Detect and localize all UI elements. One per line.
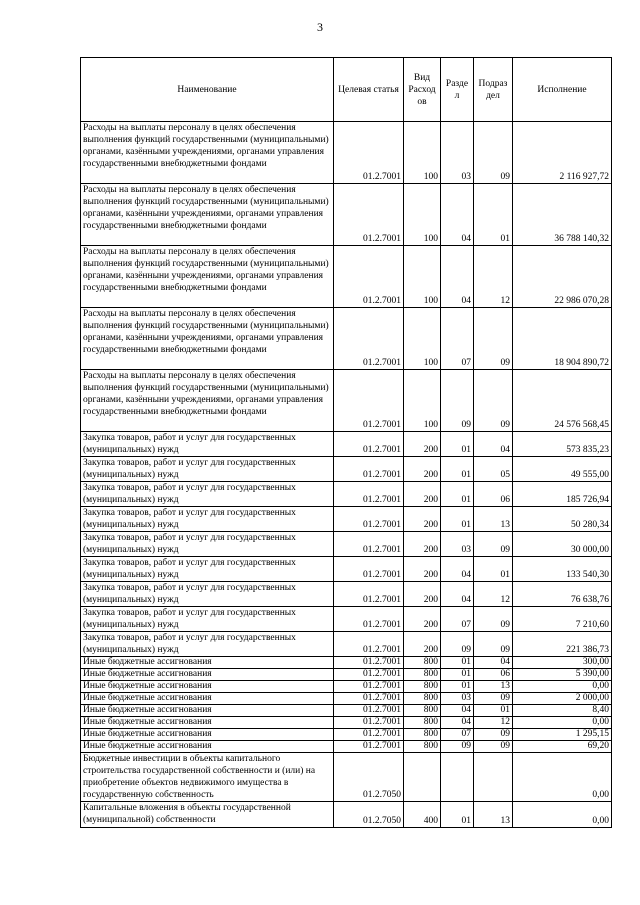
row-target-article: 01.2.7001 bbox=[334, 532, 404, 557]
row-subsection: 09 bbox=[474, 741, 513, 753]
table-row bbox=[81, 557, 612, 582]
row-expense-kind: 200 bbox=[404, 432, 441, 457]
row-name: Иные бюджетные ассигнования bbox=[81, 741, 334, 753]
row-expense-kind: 800 bbox=[404, 657, 441, 669]
row-amount: 133 540,30 bbox=[513, 557, 612, 582]
row-amount: 300,00 bbox=[513, 657, 612, 669]
row-section: 03 bbox=[441, 122, 474, 184]
row-name: Иные бюджетные ассигнования bbox=[81, 729, 334, 741]
row-target-article: 01.2.7001 bbox=[334, 246, 404, 308]
row-name: Иные бюджетные ассигнования bbox=[81, 681, 334, 693]
row-section: 01 bbox=[441, 507, 474, 532]
row-subsection: 09 bbox=[474, 370, 513, 432]
row-amount: 7 210,60 bbox=[513, 607, 612, 632]
table-body bbox=[81, 122, 612, 828]
row-target-article: 01.2.7001 bbox=[334, 582, 404, 607]
row-subsection: 01 bbox=[474, 557, 513, 582]
row-expense-kind: 200 bbox=[404, 632, 441, 657]
row-subsection: 05 bbox=[474, 457, 513, 482]
budget-execution-table bbox=[80, 57, 612, 828]
table-header-row bbox=[81, 58, 612, 122]
row-name: Закупка товаров, работ и услуг для государственных (муниципальных) нужд bbox=[81, 507, 334, 532]
row-subsection bbox=[474, 753, 513, 802]
row-name: Закупка товаров, работ и услуг для государственных (муниципальных) нужд bbox=[81, 432, 334, 457]
row-section: 03 bbox=[441, 693, 474, 705]
header-expense-kind: Вид Расход ов bbox=[404, 58, 441, 122]
row-section: 04 bbox=[441, 557, 474, 582]
table-row bbox=[81, 582, 612, 607]
row-target-article: 01.2.7001 bbox=[334, 482, 404, 507]
table-row bbox=[81, 693, 612, 705]
row-target-article: 01.2.7001 bbox=[334, 693, 404, 705]
row-section: 01 bbox=[441, 681, 474, 693]
row-section: 04 bbox=[441, 582, 474, 607]
row-expense-kind: 400 bbox=[404, 802, 441, 828]
header-section: Разде л bbox=[441, 58, 474, 122]
row-amount: 0,00 bbox=[513, 717, 612, 729]
row-expense-kind: 100 bbox=[404, 246, 441, 308]
row-name: Расходы на выплаты персоналу в целях обеспечения выполнения функций государственными (муниципальными) органами, казённыни учреждениями, органами управления государственными внебюджетными фондами bbox=[81, 246, 334, 308]
row-amount: 2 116 927,72 bbox=[513, 122, 612, 184]
row-name: Расходы на выплаты персоналу в целях обеспечения выполнения функций государственными (муниципальными) органами, казённыни учреждениями, органами управления государственными внебюджетными фондами bbox=[81, 370, 334, 432]
row-name: Иные бюджетные ассигнования bbox=[81, 693, 334, 705]
row-name: Иные бюджетные ассигнования bbox=[81, 669, 334, 681]
row-target-article: 01.2.7001 bbox=[334, 457, 404, 482]
row-name: Капитальные вложения в объекты государственной (муниципальной) собственности bbox=[81, 802, 334, 828]
row-section: 01 bbox=[441, 482, 474, 507]
row-amount: 0,00 bbox=[513, 802, 612, 828]
row-amount: 8,40 bbox=[513, 705, 612, 717]
row-section: 07 bbox=[441, 308, 474, 370]
row-name: Закупка товаров, работ и услуг для государственных (муниципальных) нужд bbox=[81, 632, 334, 657]
row-expense-kind bbox=[404, 753, 441, 802]
row-section: 01 bbox=[441, 432, 474, 457]
row-subsection: 09 bbox=[474, 693, 513, 705]
row-expense-kind: 200 bbox=[404, 582, 441, 607]
row-name: Расходы на выплаты персоналу в целях обеспечения выполнения функций государственными (муниципальными) органами, казённыни учреждениями, органами управления государственными внебюджетными фондами bbox=[81, 184, 334, 246]
row-subsection: 09 bbox=[474, 532, 513, 557]
row-target-article: 01.2.7001 bbox=[334, 432, 404, 457]
row-target-article: 01.2.7001 bbox=[334, 122, 404, 184]
row-section: 01 bbox=[441, 669, 474, 681]
row-section: 04 bbox=[441, 717, 474, 729]
row-name: Расходы на выплаты персоналу в целях обеспечения выполнения функций государственными (муниципальными) органами, казёнными учреждениями, органами управления государственными внебюджетными фондами bbox=[81, 122, 334, 184]
row-name: Иные бюджетные ассигнования bbox=[81, 657, 334, 669]
row-subsection: 09 bbox=[474, 607, 513, 632]
row-name: Закупка товаров, работ и услуг для государственных (муниципальных) нужд bbox=[81, 532, 334, 557]
row-target-article: 01.2.7050 bbox=[334, 753, 404, 802]
table-row bbox=[81, 802, 612, 828]
row-subsection: 06 bbox=[474, 482, 513, 507]
row-amount: 50 280,34 bbox=[513, 507, 612, 532]
row-target-article: 01.2.7001 bbox=[334, 632, 404, 657]
row-subsection: 04 bbox=[474, 657, 513, 669]
table-row bbox=[81, 729, 612, 741]
row-expense-kind: 800 bbox=[404, 705, 441, 717]
row-section: 01 bbox=[441, 657, 474, 669]
row-expense-kind: 100 bbox=[404, 184, 441, 246]
row-name: Иные бюджетные ассигнования bbox=[81, 717, 334, 729]
row-name: Иные бюджетные ассигнования bbox=[81, 705, 334, 717]
row-expense-kind: 800 bbox=[404, 669, 441, 681]
row-subsection: 12 bbox=[474, 717, 513, 729]
row-amount: 49 555,00 bbox=[513, 457, 612, 482]
row-amount: 1 295,15 bbox=[513, 729, 612, 741]
row-target-article: 01.2.7001 bbox=[334, 669, 404, 681]
row-subsection: 12 bbox=[474, 246, 513, 308]
row-subsection: 13 bbox=[474, 681, 513, 693]
row-expense-kind: 800 bbox=[404, 681, 441, 693]
row-subsection: 12 bbox=[474, 582, 513, 607]
page-number: 3 bbox=[317, 20, 323, 34]
row-subsection: 13 bbox=[474, 507, 513, 532]
row-amount: 69,20 bbox=[513, 741, 612, 753]
row-section: 04 bbox=[441, 184, 474, 246]
table-row bbox=[81, 681, 612, 693]
row-subsection: 09 bbox=[474, 729, 513, 741]
row-name: Бюджетные инвестиции в объекты капитального строительства государственной собственности и (или) на приобретение объектов недвижимого имущества в государственную собственность bbox=[81, 753, 334, 802]
row-amount: 573 835,23 bbox=[513, 432, 612, 457]
header-name: Наименование bbox=[81, 58, 334, 122]
row-subsection: 01 bbox=[474, 184, 513, 246]
row-subsection: 13 bbox=[474, 802, 513, 828]
table-row bbox=[81, 607, 612, 632]
row-section: 07 bbox=[441, 607, 474, 632]
table-row bbox=[81, 432, 612, 457]
row-amount: 22 986 070,28 bbox=[513, 246, 612, 308]
table-row bbox=[81, 122, 612, 184]
row-section: 03 bbox=[441, 532, 474, 557]
row-target-article: 01.2.7001 bbox=[334, 729, 404, 741]
row-section: 07 bbox=[441, 729, 474, 741]
row-amount: 0,00 bbox=[513, 681, 612, 693]
table-row bbox=[81, 741, 612, 753]
table-row bbox=[81, 308, 612, 370]
row-expense-kind: 800 bbox=[404, 717, 441, 729]
table-row bbox=[81, 632, 612, 657]
row-target-article: 01.2.7001 bbox=[334, 741, 404, 753]
table-row bbox=[81, 370, 612, 432]
row-subsection: 09 bbox=[474, 632, 513, 657]
row-section: 04 bbox=[441, 246, 474, 308]
table-row bbox=[81, 669, 612, 681]
table-row bbox=[81, 532, 612, 557]
table-row bbox=[81, 457, 612, 482]
row-amount: 24 576 568,45 bbox=[513, 370, 612, 432]
row-section: 04 bbox=[441, 705, 474, 717]
row-expense-kind: 800 bbox=[404, 693, 441, 705]
row-expense-kind: 200 bbox=[404, 507, 441, 532]
row-target-article: 01.2.7001 bbox=[334, 308, 404, 370]
header-subsection: Подраз дел bbox=[474, 58, 513, 122]
header-target-article: Целевая статья bbox=[334, 58, 404, 122]
table-row bbox=[81, 482, 612, 507]
row-section: 09 bbox=[441, 632, 474, 657]
row-section: 01 bbox=[441, 457, 474, 482]
row-amount: 30 000,00 bbox=[513, 532, 612, 557]
row-name: Закупка товаров, работ и услуг для государственных (муниципальных) нужд bbox=[81, 607, 334, 632]
row-amount: 18 904 890,72 bbox=[513, 308, 612, 370]
row-expense-kind: 100 bbox=[404, 122, 441, 184]
row-name: Закупка товаров, работ и услуг для государственных (муниципальных) нужд bbox=[81, 457, 334, 482]
row-target-article: 01.2.7001 bbox=[334, 557, 404, 582]
row-section: 09 bbox=[441, 370, 474, 432]
row-target-article: 01.2.7001 bbox=[334, 370, 404, 432]
row-subsection: 09 bbox=[474, 308, 513, 370]
row-expense-kind: 800 bbox=[404, 729, 441, 741]
table-row bbox=[81, 246, 612, 308]
row-expense-kind: 200 bbox=[404, 557, 441, 582]
row-amount: 2 000,00 bbox=[513, 693, 612, 705]
row-section bbox=[441, 753, 474, 802]
row-target-article: 01.2.7001 bbox=[334, 717, 404, 729]
header-execution: Исполнение bbox=[513, 58, 612, 122]
table-row bbox=[81, 657, 612, 669]
row-expense-kind: 200 bbox=[404, 532, 441, 557]
row-target-article: 01.2.7001 bbox=[334, 607, 404, 632]
row-target-article: 01.2.7001 bbox=[334, 681, 404, 693]
row-expense-kind: 100 bbox=[404, 308, 441, 370]
row-amount: 76 638,76 bbox=[513, 582, 612, 607]
row-expense-kind: 100 bbox=[404, 370, 441, 432]
row-section: 09 bbox=[441, 741, 474, 753]
row-amount: 185 726,94 bbox=[513, 482, 612, 507]
row-expense-kind: 200 bbox=[404, 607, 441, 632]
table-row bbox=[81, 753, 612, 802]
row-name: Закупка товаров, работ и услуг для государственных (муниципальных) нужд bbox=[81, 557, 334, 582]
row-subsection: 01 bbox=[474, 705, 513, 717]
table-row bbox=[81, 705, 612, 717]
row-subsection: 04 bbox=[474, 432, 513, 457]
row-expense-kind: 200 bbox=[404, 482, 441, 507]
row-subsection: 06 bbox=[474, 669, 513, 681]
row-name: Закупка товаров, работ и услуг для государственных (муниципальных) нужд bbox=[81, 482, 334, 507]
table-row bbox=[81, 507, 612, 532]
row-target-article: 01.2.7001 bbox=[334, 184, 404, 246]
table-row bbox=[81, 717, 612, 729]
row-amount: 0,00 bbox=[513, 753, 612, 802]
row-target-article: 01.2.7050 bbox=[334, 802, 404, 828]
row-target-article: 01.2.7001 bbox=[334, 705, 404, 717]
row-amount: 221 386,73 bbox=[513, 632, 612, 657]
row-target-article: 01.2.7001 bbox=[334, 507, 404, 532]
row-amount: 36 788 140,32 bbox=[513, 184, 612, 246]
row-name: Расходы на выплаты персоналу в целях обеспечения выполнения функций государственными (муниципальными) органами, казённыни учреждениями, органами управления государственными внебюджетными фондами bbox=[81, 308, 334, 370]
row-target-article: 01.2.7001 bbox=[334, 657, 404, 669]
row-amount: 5 390,00 bbox=[513, 669, 612, 681]
row-name: Закупка товаров, работ и услуг для государственных (муниципальных) нужд bbox=[81, 582, 334, 607]
row-section: 01 bbox=[441, 802, 474, 828]
table-row bbox=[81, 184, 612, 246]
row-expense-kind: 200 bbox=[404, 457, 441, 482]
row-expense-kind: 800 bbox=[404, 741, 441, 753]
row-subsection: 09 bbox=[474, 122, 513, 184]
